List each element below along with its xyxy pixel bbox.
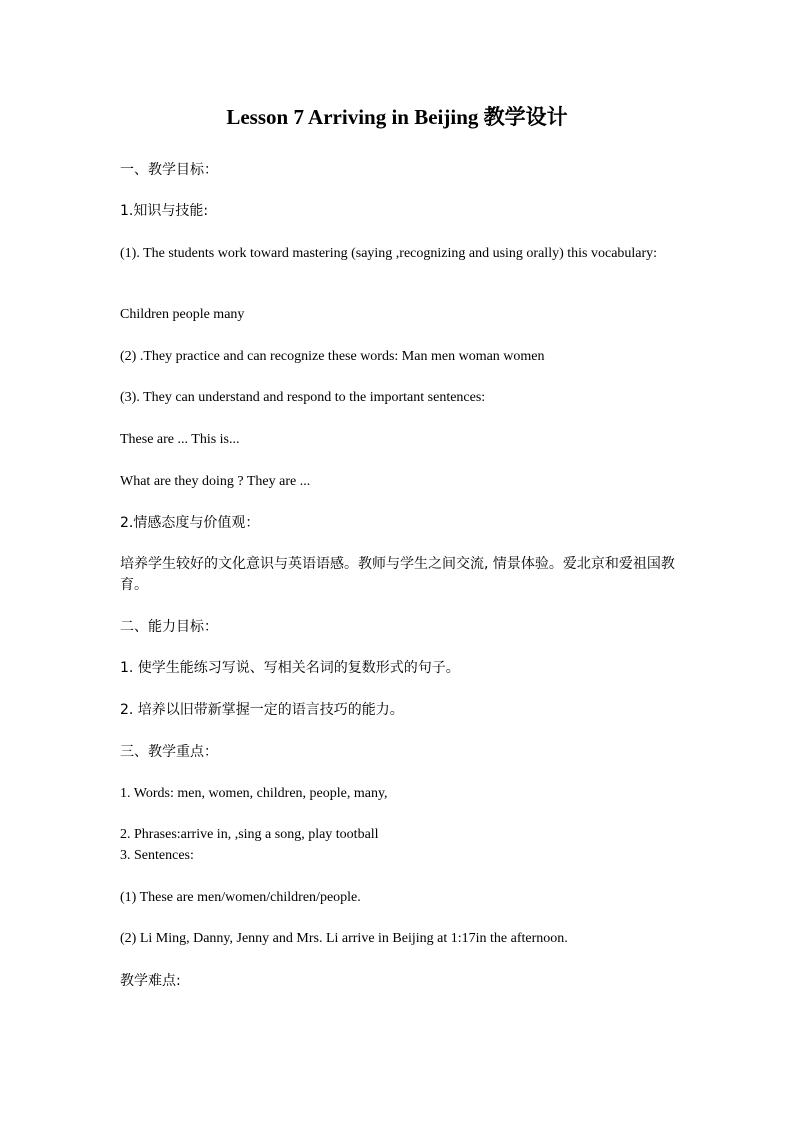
key-sentence-2: (2) Li Ming, Danny, Jenny and Mrs. Li arrive in Beijing at 1:17in the afternoon. xyxy=(120,931,568,946)
section-heading-key-points: 三、教学重点： xyxy=(120,744,218,760)
section-heading-difficulties: 教学难点: xyxy=(120,973,181,989)
sentence-pattern-2: What are they doing ? They are ... xyxy=(120,474,311,489)
objective-paragraph-1: (1). The students work toward mastering (saying ,recognizing and using orally) this vocabulary: xyxy=(120,246,658,261)
objective-paragraph-3: (3). They can understand and respond to the important sentences: xyxy=(120,390,486,405)
subheading-knowledge-skills: 1.知识与技能: xyxy=(120,203,209,219)
sentence-pattern-1: These are ... This is... xyxy=(120,432,240,447)
key-point-phrases: 2. Phrases:arrive in, ,sing a song, play tootball xyxy=(120,827,379,842)
ability-objective-1: 1. 使学生能练习写说、写相关名词的复数形式的句子。 xyxy=(120,660,460,676)
attitudes-values-paragraph: 培养学生较好的文化意识与英语语感。教师与学生之间交流, 情景体验。爱北京和爱祖国教育。 xyxy=(120,556,675,593)
subheading-attitudes-values: 2.情感态度与价值观： xyxy=(120,515,260,531)
section-heading-teaching-objectives: 一、教学目标： xyxy=(120,162,218,178)
section-heading-ability-objectives: 二、能力目标： xyxy=(120,619,218,635)
objective-paragraph-2: (2) .They practice and can recognize these words: Man men woman women xyxy=(120,349,545,364)
key-point-sentences-label: 3. Sentences: xyxy=(120,848,194,863)
ability-objective-2: 2. 培养以旧带新掌握一定的语言技巧的能力。 xyxy=(120,702,404,718)
key-sentence-1: (1) These are men/women/children/people. xyxy=(120,890,361,905)
key-point-words: 1. Words: men, women, children, people, many, xyxy=(120,786,388,801)
document-title: Lesson 7 Arriving in Beijing 教学设计 xyxy=(226,105,568,129)
vocabulary-list: Children people many xyxy=(120,307,245,322)
